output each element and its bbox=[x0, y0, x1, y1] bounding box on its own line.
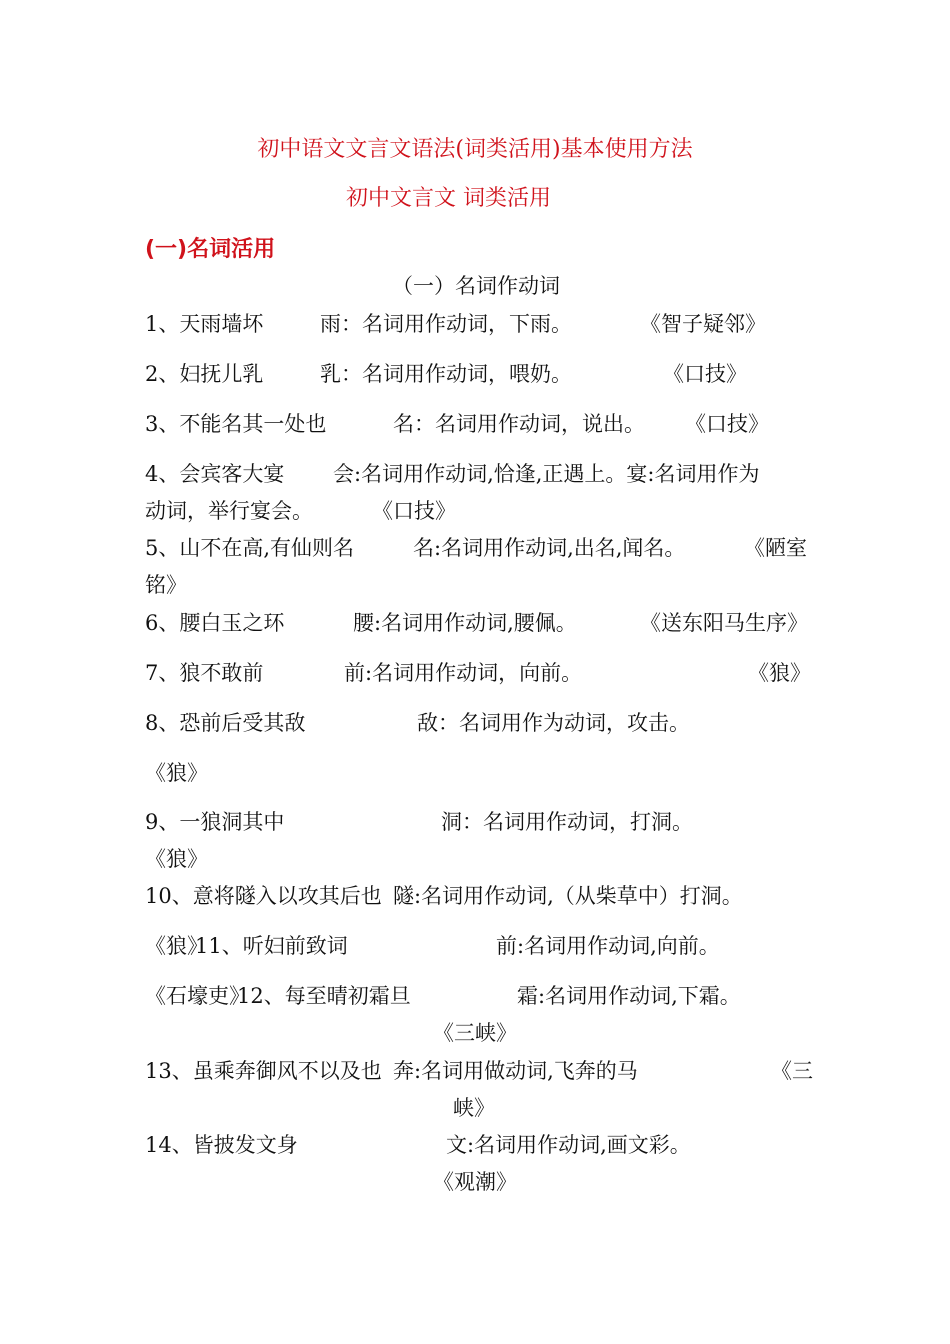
explanation: 洞：名词用作动词，打洞。 bbox=[441, 810, 693, 834]
example-sentence: 12、每至晴初霜旦 bbox=[237, 984, 411, 1008]
explanation: 前:名词用作动词,向前。 bbox=[496, 934, 720, 958]
explanation: 前:名词用作动词，向前。 bbox=[344, 661, 583, 685]
section-heading: (一)名词活用 bbox=[145, 237, 276, 262]
source-title: 《狼》 bbox=[145, 847, 208, 871]
subsection-heading: （一）名词作动词 bbox=[392, 274, 560, 298]
example-sentence: 10、意将隧入以攻其后也 bbox=[145, 884, 382, 908]
example-sentence: 13、虽乘奔御风不以及也 bbox=[145, 1059, 382, 1083]
explanation: 乳：名词用作动词，喂奶。 bbox=[320, 362, 572, 386]
source-title: 《石壕吏》 bbox=[145, 984, 250, 1008]
example-sentence: 3、不能名其一处也 bbox=[145, 412, 327, 436]
source-title: 《三 bbox=[771, 1059, 813, 1083]
explanation: 奔:名词用做动词,飞奔的马 bbox=[393, 1059, 638, 1083]
source-title: 《三峡》 bbox=[433, 1021, 517, 1045]
explanation: 名:名词用作动词,出名,闻名。 bbox=[413, 536, 686, 560]
example-sentence: 11、听妇前致词 bbox=[195, 934, 348, 958]
source-title: 《送东阳马生序》 bbox=[640, 611, 808, 635]
source-title: 《陋室 bbox=[744, 536, 807, 560]
explanation: 敌：名词用作为动词，攻击。 bbox=[417, 711, 690, 735]
example-sentence: 2、妇抚儿乳 bbox=[145, 362, 264, 386]
explanation: 霜:名词用作动词,下霜。 bbox=[517, 984, 741, 1008]
example-sentence: 8、恐前后受其敌 bbox=[145, 711, 306, 735]
explanation: 名：名词用作动词，说出。 bbox=[393, 412, 645, 436]
explanation: 文:名词用作动词,画文彩。 bbox=[446, 1133, 691, 1157]
example-sentence: 6、腰白玉之环 bbox=[145, 611, 285, 635]
example-sentence: 5、山不在高,有仙则名 bbox=[145, 536, 355, 560]
example-sentence: 9、一狼洞其中 bbox=[145, 810, 285, 834]
example-sentence: 1、天雨墙坏 bbox=[145, 312, 264, 336]
explanation-continued: 动词，举行宴会。 bbox=[145, 499, 313, 523]
source-title: 《口技》 bbox=[372, 499, 456, 523]
source-title: 《狼》 bbox=[145, 761, 208, 785]
explanation: 腰:名词用作动词,腰佩。 bbox=[353, 611, 577, 635]
explanation: 隧:名词用作动词,（从柴草中）打洞。 bbox=[393, 884, 743, 908]
source-title: 《口技》 bbox=[663, 362, 747, 386]
source-title-continued: 峡》 bbox=[453, 1096, 495, 1120]
example-sentence: 14、皆披发文身 bbox=[145, 1133, 298, 1157]
example-sentence: 4、会宾客大宴 bbox=[145, 462, 285, 486]
source-title: 《口技》 bbox=[685, 412, 769, 436]
source-title-continued: 铭》 bbox=[145, 573, 187, 597]
explanation: 雨：名词用作动词，下雨。 bbox=[320, 312, 572, 336]
source-title: 《智子疑邻》 bbox=[640, 312, 766, 336]
explanation: 会:名词用作动词,恰逢,正遇上。宴:名词用作为 bbox=[333, 462, 760, 486]
example-sentence: 7、狼不敢前 bbox=[145, 661, 264, 685]
source-title: 《狼》 bbox=[748, 661, 811, 685]
source-title: 《狼》 bbox=[145, 934, 208, 958]
doc-title: 初中语文文言文语法(词类活用)基本使用方法 bbox=[257, 137, 693, 162]
source-title: 《观潮》 bbox=[433, 1170, 517, 1194]
doc-subtitle: 初中文言文 词类活用 bbox=[346, 186, 551, 211]
